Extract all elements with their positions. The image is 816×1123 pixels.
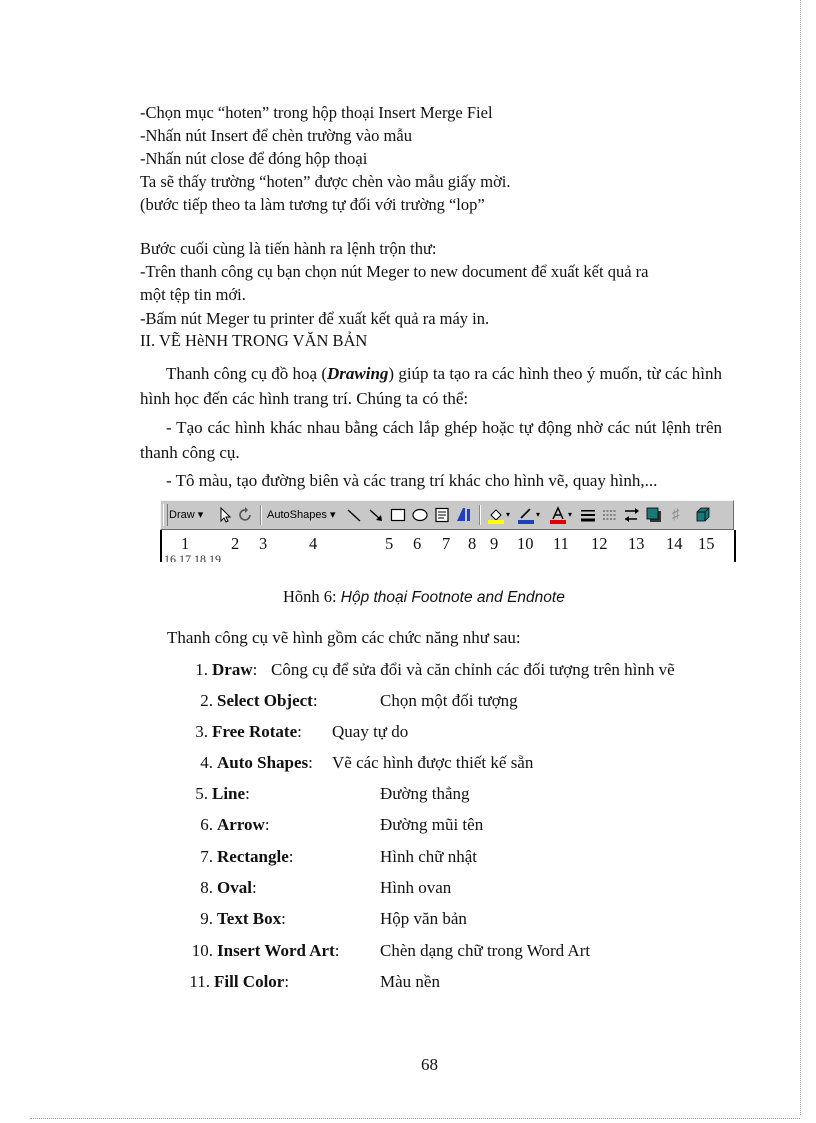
toolbar-number: 11 (553, 534, 569, 553)
item-sep: : (264, 815, 270, 834)
item-number: 7. (200, 847, 213, 866)
item-sep: : (312, 691, 318, 710)
dash-style-icon[interactable] (601, 506, 619, 524)
tool-name: Text Box (217, 909, 282, 928)
item-sep: : (245, 784, 250, 803)
intro-line: một tệp tin mới. (140, 285, 246, 304)
tool-name: Rectangle (217, 847, 289, 866)
item-number: 1. (195, 660, 208, 679)
item-sep: : (297, 722, 302, 741)
drawing-term: Drawing (327, 364, 389, 383)
fill-color-dropdown[interactable]: ▾ (506, 510, 511, 519)
toolbar-number: 2 (231, 534, 240, 553)
tool-name: Free Rotate (212, 722, 298, 741)
toolbar-separator (260, 505, 262, 525)
toolbar-number: 3 (259, 534, 268, 553)
tool-name: Line (212, 784, 246, 803)
word-art-icon[interactable] (455, 506, 473, 524)
item-sep: : (288, 847, 294, 866)
toolbar-number: 1 (181, 534, 190, 553)
tool-description: Chèn dạng chữ trong Word Art (380, 941, 591, 960)
list-intro: Thanh công cụ vẽ hình gồm các chức năng như sau: (167, 628, 521, 647)
tool-description: Hình chữ nhật (380, 847, 478, 866)
drawing-paragraph (140, 361, 722, 411)
disabled-hash-icon: ♯ (672, 506, 680, 523)
toolbar-number: 14 (666, 534, 683, 553)
item-number: 2. (200, 691, 213, 710)
list-item (195, 784, 250, 804)
page-edge-right (800, 0, 801, 1115)
toolbar-number: 6 (413, 534, 422, 553)
arrow-style-icon[interactable] (623, 506, 641, 524)
toolbar-number: 13 (628, 534, 645, 553)
bullet-text: - Tô màu, tạo đường biên và các trang trí khác cho hình vẽ, quay hình,... (166, 471, 658, 490)
tool-description: Màu nền (380, 972, 440, 991)
line-color-dropdown[interactable]: ▾ (536, 510, 541, 519)
tool-description: Đường thẳng (380, 784, 470, 803)
intro-line: -Nhấn nút close để đóng hộp thoại (140, 149, 368, 168)
item-sep: : (334, 941, 340, 960)
tool-description: Hình ovan (380, 878, 452, 897)
tool-name: Insert Word Art (217, 941, 335, 960)
bullet-paragraph (140, 468, 722, 493)
autoshapes-menu-button[interactable]: AutoShapes ▾ (267, 509, 336, 521)
toolbar-number: 5 (385, 534, 394, 553)
clipped-numbers: 16 17 18 19 (164, 554, 221, 562)
3d-icon[interactable] (693, 506, 711, 524)
toolbar-number: 4 (309, 534, 318, 553)
item-sep: : (308, 753, 313, 772)
page-edge-bottom (30, 1118, 800, 1119)
free-rotate-icon[interactable] (237, 506, 255, 524)
shadow-icon[interactable] (645, 506, 663, 524)
figure-caption (283, 586, 565, 609)
intro-line: -Trên thanh công cụ bạn chọn nút Meger to new document để xuất kết quả ra (140, 262, 649, 281)
paragraph-text: ) giúp ta tạo ra các hình theo ý muốn, từ các hình hình học đến các hình trang trí. Chúng ta có thể: (140, 364, 722, 408)
toolbar-number: 15 (698, 534, 715, 553)
oval-icon[interactable] (411, 506, 429, 524)
intro-line: Ta sẽ thấy trường “hoten” được chèn vào mẫu giấy mời. (140, 172, 511, 191)
list-item (195, 722, 302, 742)
intro-line: Bước cuối cùng là tiến hành ra lệnh trộn thư: (140, 239, 437, 258)
line-style-icon[interactable] (579, 506, 597, 524)
line-icon[interactable] (345, 506, 363, 524)
item-number: 4. (200, 753, 213, 772)
tool-name: Select Object (217, 691, 313, 710)
list-item (200, 815, 270, 835)
select-arrow-icon[interactable] (216, 506, 234, 524)
list-item (200, 878, 257, 898)
item-sep: : (251, 878, 257, 897)
item-number: 5. (195, 784, 208, 803)
list-item (200, 753, 313, 773)
toolbar-number: 12 (591, 534, 608, 553)
list-item (189, 972, 290, 992)
paragraph-text: Thanh công cụ đồ hoạ ( (166, 364, 327, 383)
tool-name: Arrow (217, 815, 265, 834)
tool-description: Công cụ để sửa đổi và căn chỉnh các đối tượng trên hình vẽ (271, 660, 675, 679)
item-number: 8. (200, 878, 213, 897)
section-heading: II. VẼ HèNH TRONG VĂN BẢN (140, 331, 368, 350)
item-number: 10. (191, 941, 213, 960)
item-sep: : (284, 972, 290, 991)
fill-color-icon[interactable] (487, 506, 505, 524)
list-item (200, 909, 286, 929)
tool-description: Vẽ các hình được thiết kế sẵn (332, 753, 534, 772)
font-color-dropdown[interactable]: ▾ (568, 510, 573, 519)
tool-description: Đường mũi tên (380, 815, 484, 834)
item-sep: : (252, 660, 258, 679)
line-color-icon[interactable] (517, 506, 535, 524)
item-number: 3. (195, 722, 208, 741)
draw-menu-button[interactable]: Draw ▾ (169, 509, 204, 521)
item-number: 6. (200, 815, 213, 834)
list-item (200, 847, 294, 867)
caption-label: Hõnh 6: (283, 587, 341, 606)
arrow-icon[interactable] (367, 506, 385, 524)
toolbar-number: 8 (468, 534, 477, 553)
tool-description: Hộp văn bản (380, 909, 467, 928)
intro-line: -Bấm nút Meger tu printer để xuất kết quả ra máy in. (140, 309, 490, 328)
tool-name: Auto Shapes (217, 753, 309, 772)
drawing-toolbar (160, 500, 734, 530)
tool-name: Oval (217, 878, 252, 897)
bullet-text: - Tạo các hình khác nhau bằng cách lắp ghép hoặc tự động nhờ các nút lệnh trên thanh công cụ. (140, 418, 722, 462)
toolbar-number: 7 (442, 534, 451, 553)
text-box-icon[interactable] (433, 506, 451, 524)
toolbar-separator (479, 505, 481, 525)
item-sep: : (281, 909, 286, 928)
bullet-paragraph (140, 415, 722, 465)
intro-line: -Chọn mục “hoten” trong hộp thoại Insert Merge Fiel (140, 103, 493, 122)
caption-title: Hộp thoại Footnote and Endnote (340, 589, 565, 606)
intro-line: (bước tiếp theo ta làm tương tự đối với trường “lop” (140, 195, 485, 214)
list-item (195, 660, 258, 680)
item-number: 9. (200, 909, 213, 928)
tool-description: Chọn một đối tượng (380, 691, 518, 710)
intro-line: -Nhấn nút Insert để chèn trường vào mẫu (140, 126, 412, 145)
drawing-toolbar-figure (160, 500, 738, 562)
toolbar-number: 9 (490, 534, 499, 553)
toolbar-grip[interactable] (163, 504, 168, 526)
tool-name: Fill Color (214, 972, 285, 991)
item-number: 11. (189, 972, 210, 991)
rectangle-icon[interactable] (389, 506, 407, 524)
toolbar-number: 10 (517, 534, 534, 553)
list-item (200, 691, 318, 711)
list-item (191, 941, 340, 961)
page-number: 68 (421, 1055, 438, 1074)
tool-name: Draw (212, 660, 253, 679)
tool-description: Quay tự do (332, 722, 409, 741)
font-color-icon[interactable] (549, 506, 567, 524)
